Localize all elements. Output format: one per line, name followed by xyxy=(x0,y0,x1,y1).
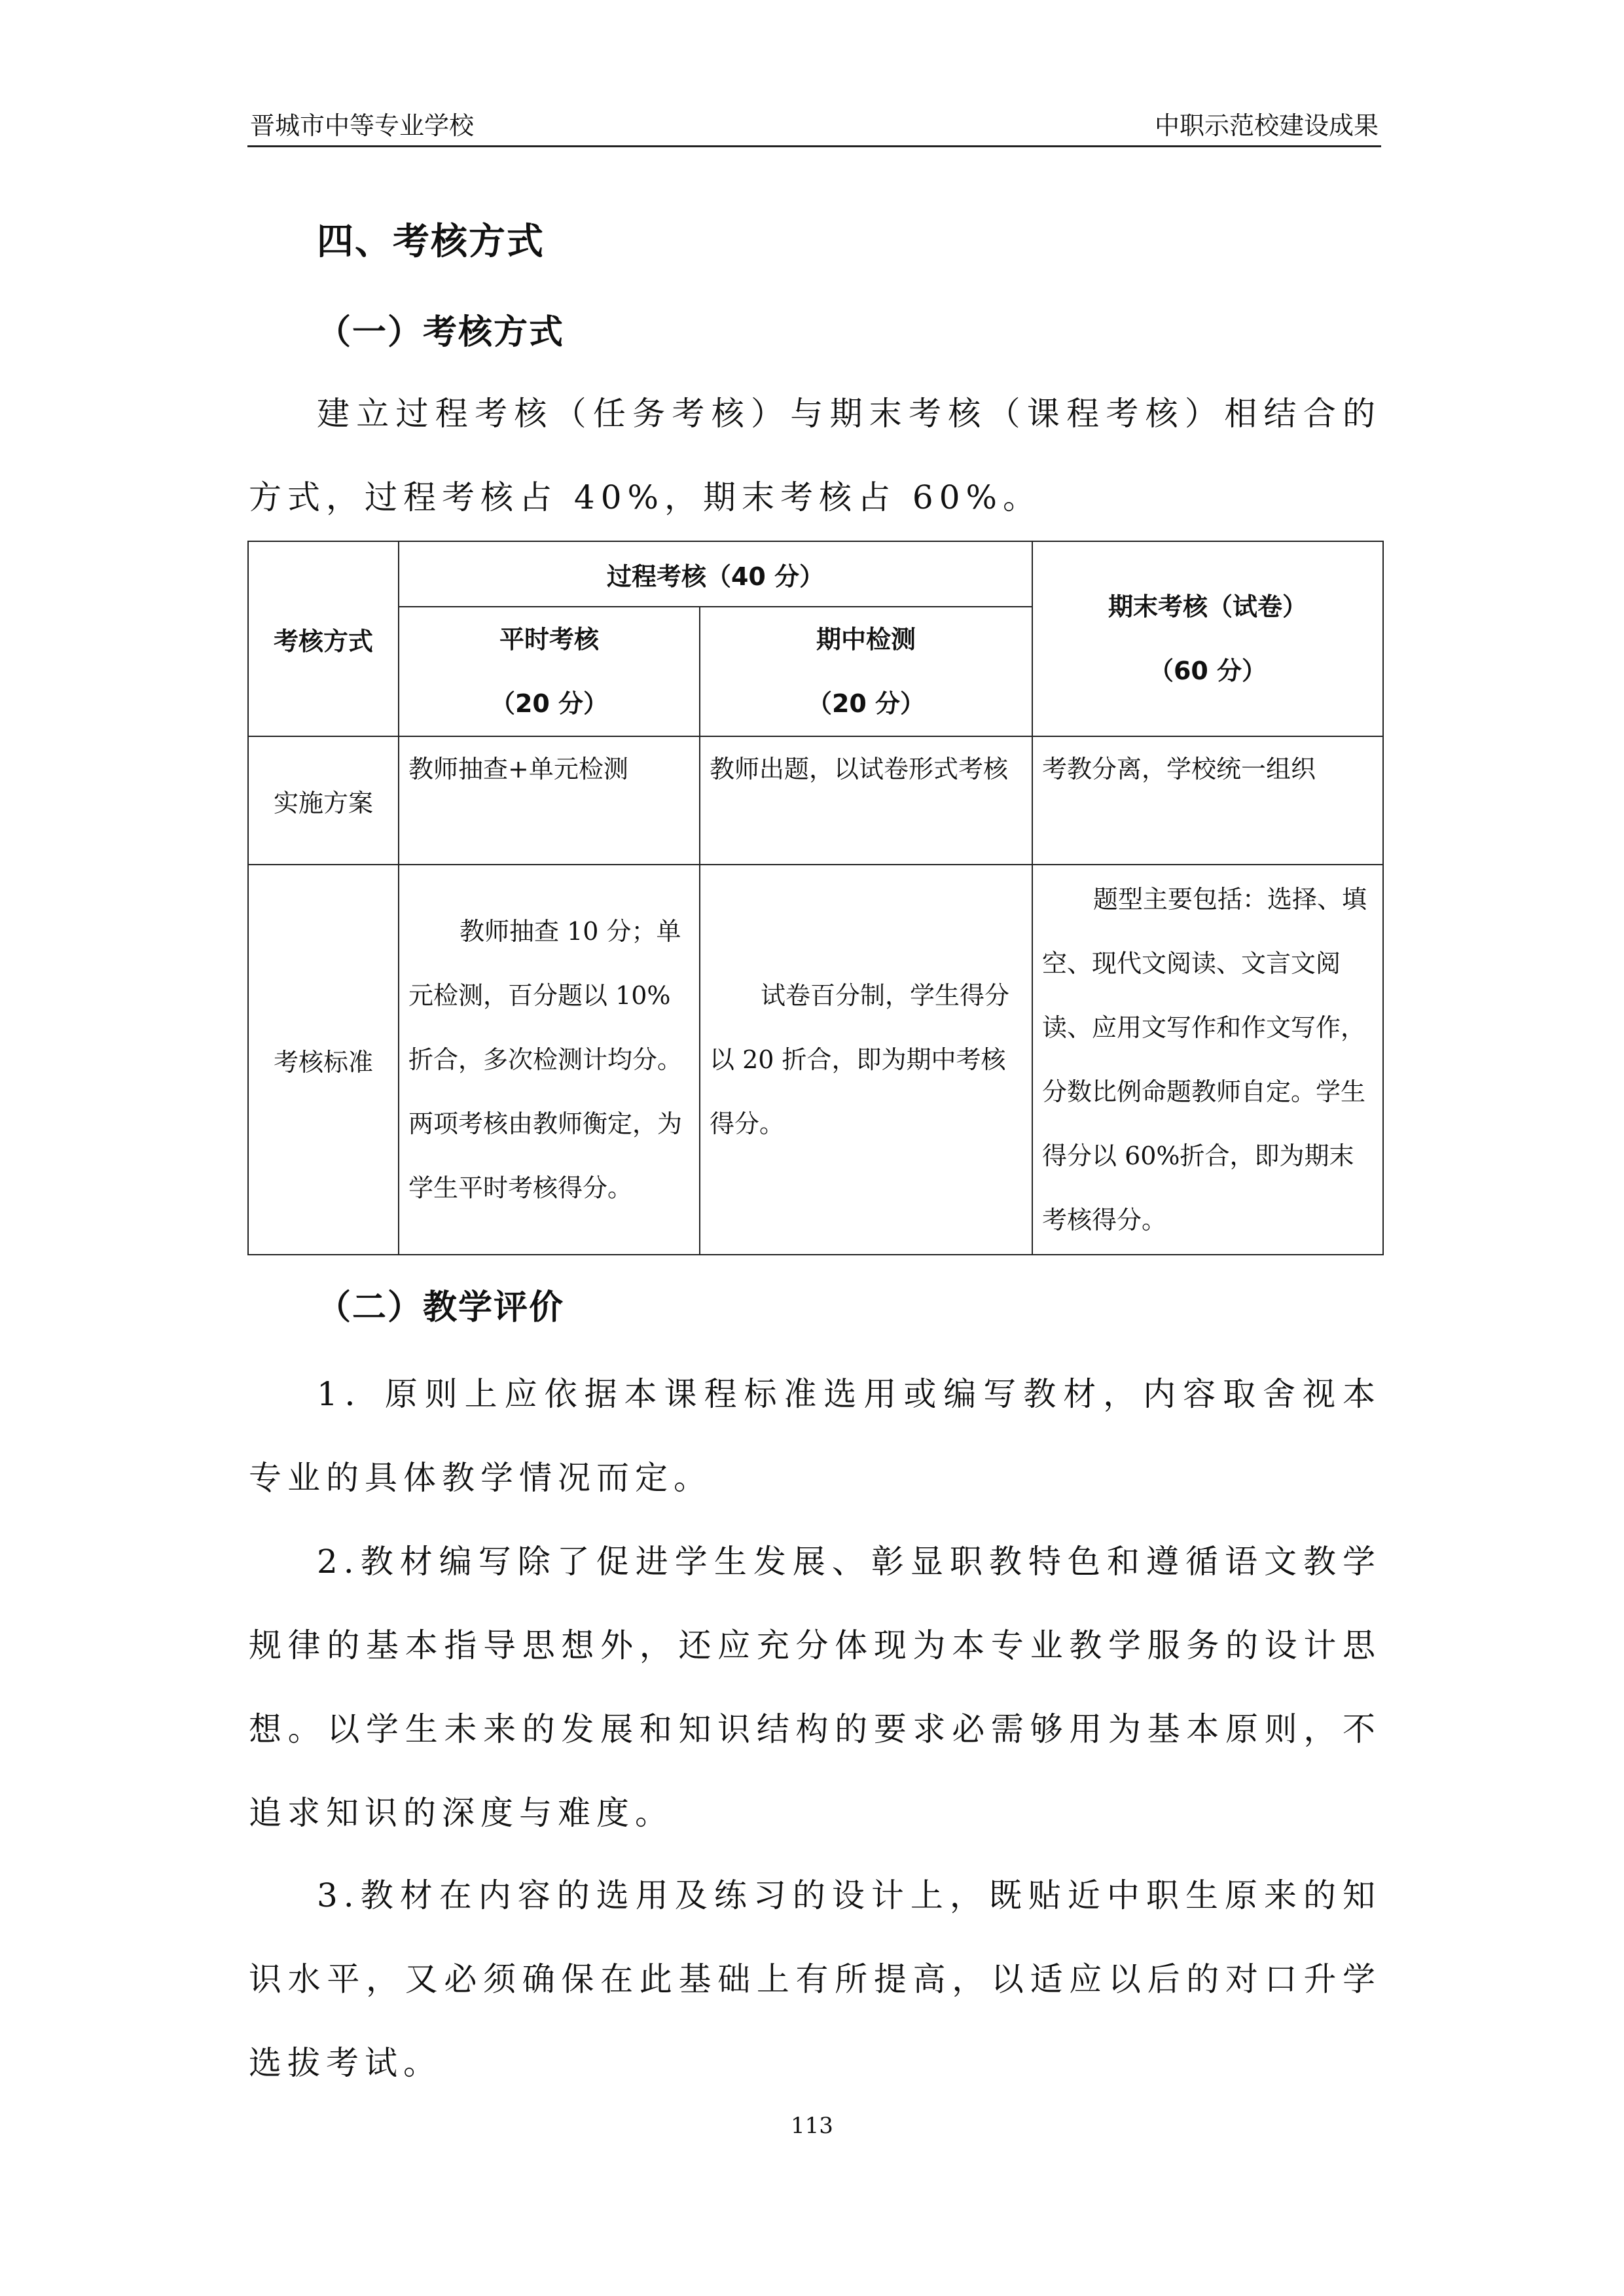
table-header-usual xyxy=(399,607,700,736)
page-number: 113 xyxy=(791,2113,833,2139)
list-item: 1．原则上应依据本课程标准选用或编写教材，内容取舍视本专业的具体教学情况而定。 xyxy=(249,1375,1381,1497)
header-doc-title: 中职示范校建设成果 xyxy=(1154,111,1379,140)
standard-usual: 教师抽查 10 分；单元检测，百分题以 10%折合，多次检测计均分。两项考核由教师衡定，为学生平时考核得分。 xyxy=(399,865,700,1255)
table-row xyxy=(248,736,1383,865)
row-label-standard: 考核标准 xyxy=(248,865,399,1255)
page-header xyxy=(247,111,1381,147)
final-title: 期末考核（试卷） xyxy=(1108,592,1307,621)
plan-final: 考教分离，学校统一组织 xyxy=(1032,736,1383,865)
plan-midterm: 教师出题，以试卷形式考核 xyxy=(700,736,1032,865)
header-school-name: 晋城市中等专业学校 xyxy=(250,111,475,140)
standard-midterm: 试卷百分制，学生得分以 20 折合，即为期中考核得分。 xyxy=(700,865,1032,1255)
midterm-score: （20 分） xyxy=(806,689,926,718)
final-score: （60 分） xyxy=(1148,656,1267,685)
table-header-method: 考核方式 xyxy=(248,541,399,736)
table-header-midterm xyxy=(700,607,1032,736)
subsection-title-assessment: （一）考核方式 xyxy=(317,313,565,352)
table-row xyxy=(248,865,1383,1255)
table-header-final xyxy=(1032,541,1383,736)
assessment-table xyxy=(247,541,1384,1255)
midterm-title: 期中检测 xyxy=(816,625,916,654)
list-item: 3.教材在内容的选用及练习的设计上，既贴近中职生原来的知识水平，又必须确保在此基础上有所提高，以适应以后的对口升学选拔考试。 xyxy=(249,1876,1381,2082)
table-row xyxy=(248,541,1383,607)
plan-usual: 教师抽查+单元检测 xyxy=(399,736,700,865)
usual-score: （20 分） xyxy=(490,689,609,718)
usual-title: 平时考核 xyxy=(499,625,599,654)
table-header-process: 过程考核（40 分） xyxy=(399,541,1032,607)
list-item: 2.教材编写除了促进学生发展、彰显职教特色和遵循语文教学规律的基本指导思想外，还应充分体现为本专业教学服务的设计思想。以学生未来的发展和知识结构的要求必需够用为基本原则，不追求知识的深度与难度。 xyxy=(249,1543,1381,1832)
subsection-title-evaluation: （二）教学评价 xyxy=(317,1288,565,1327)
row-label-plan: 实施方案 xyxy=(248,736,399,865)
section-title: 四、考核方式 xyxy=(317,221,545,263)
standard-final: 题型主要包括：选择、填空、现代文阅读、文言文阅读、应用文写作和作文写作，分数比例命题教师自定。学生得分以 60%折合，即为期末考核得分。 xyxy=(1032,865,1383,1255)
intro-paragraph: 建立过程考核（任务考核）与期末考核（课程考核）相结合的方式，过程考核占 40%，期末考核占 60%。 xyxy=(249,395,1381,516)
